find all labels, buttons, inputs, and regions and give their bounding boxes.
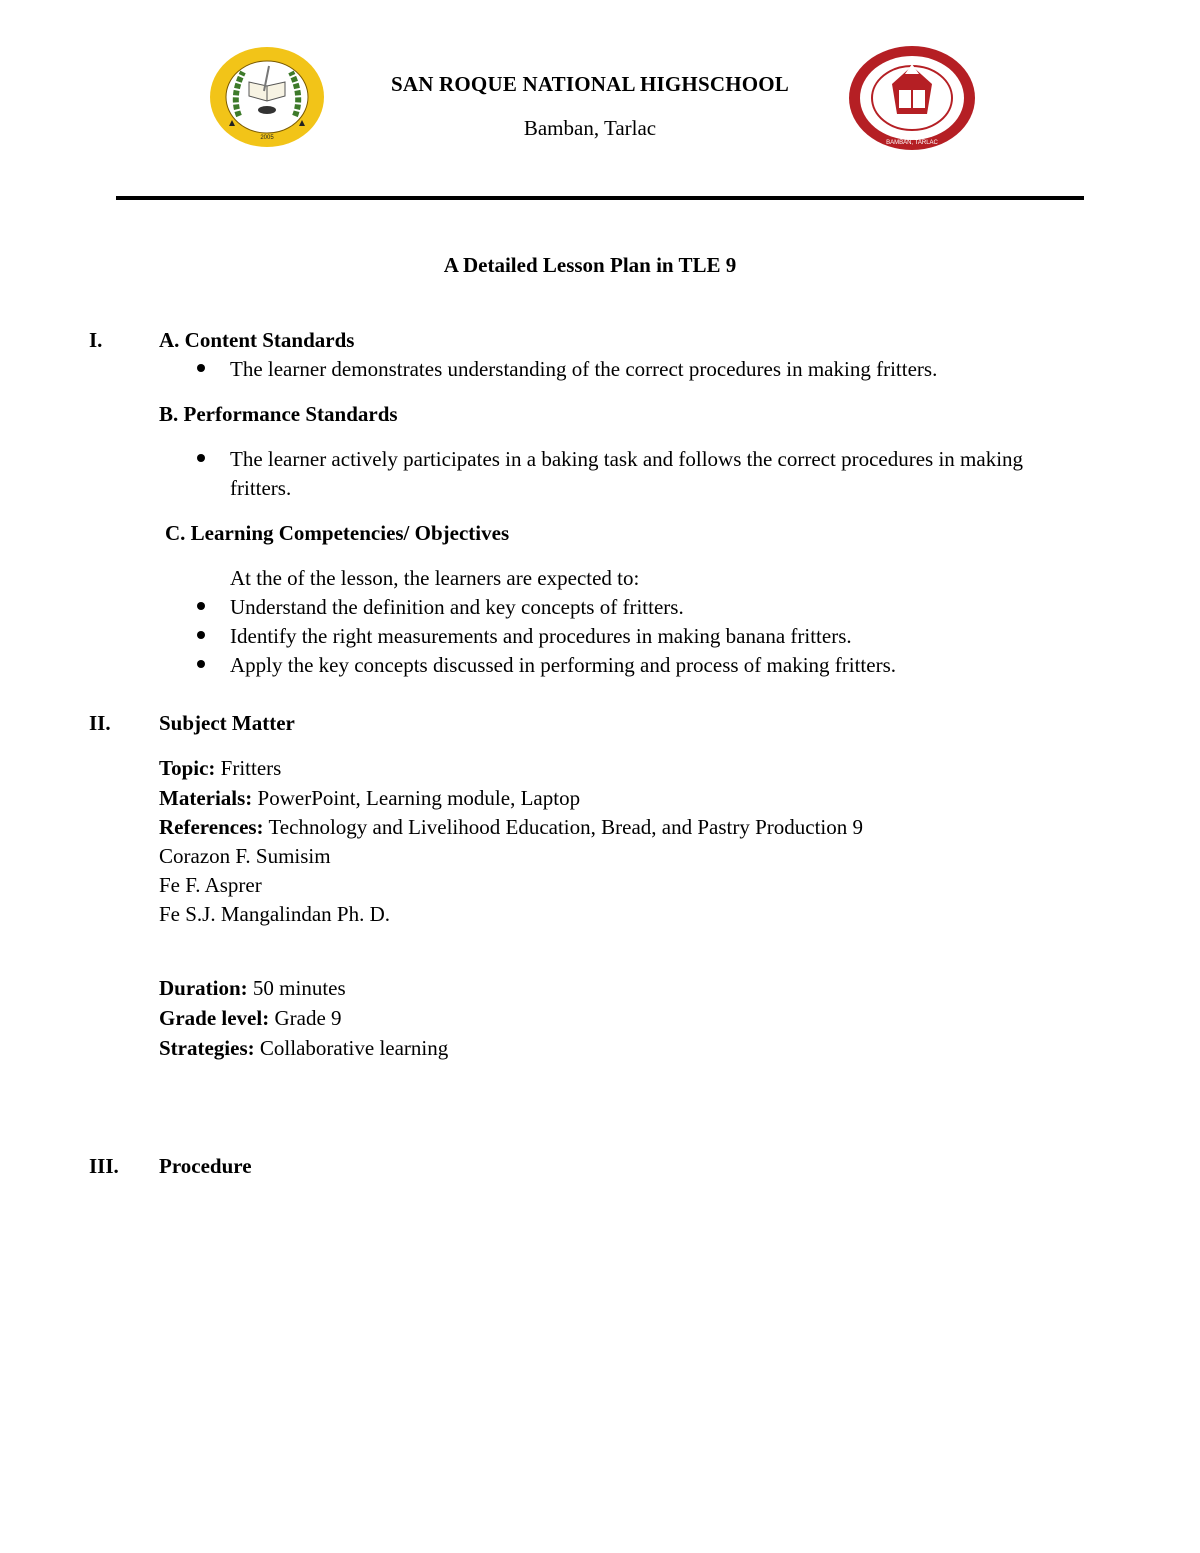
- school-location: Bamban, Tarlac: [523, 116, 657, 140]
- header-divider: [116, 196, 1084, 200]
- performance-standards-text-cont: fritters.: [230, 476, 292, 500]
- objective-item: Understand the definition and key concepts of fritters.: [230, 595, 684, 619]
- references-value: Technology and Livelihood Education, Bread, and Pastry Production 9: [268, 815, 864, 839]
- section-3-numeral: III.: [89, 1154, 119, 1178]
- duration-label: Duration:: [159, 976, 248, 1000]
- bullet-marker: [197, 602, 205, 610]
- author-line: Corazon F. Sumisim: [159, 844, 331, 868]
- objective-item: Apply the key concepts discussed in performing and process of making fritters.: [230, 653, 897, 677]
- content-standards-heading: A. Content Standards: [159, 328, 355, 352]
- section-2-numeral: II.: [89, 711, 111, 735]
- materials-value: PowerPoint, Learning module, Laptop: [257, 786, 581, 810]
- bullet-marker: [197, 660, 205, 668]
- author-line: Fe S.J. Mangalindan Ph. D.: [159, 902, 390, 926]
- author-line: Fe F. Asprer: [159, 873, 262, 897]
- bullet-marker: [197, 454, 205, 462]
- document-title: A Detailed Lesson Plan in TLE 9: [443, 253, 737, 277]
- bullet-marker: [197, 364, 205, 372]
- topic-line: [159, 756, 281, 780]
- performance-standards-heading: B. Performance Standards: [159, 402, 398, 426]
- references-label: References:: [159, 815, 264, 839]
- strategies-label: Strategies:: [159, 1036, 255, 1060]
- grade-level-label: Grade level:: [159, 1006, 270, 1030]
- seal-bottom-text: BAMBAN, TARLAC: [886, 140, 938, 146]
- objectives-intro: At the of the lesson, the learners are expected to:: [230, 566, 640, 590]
- objective-item: Identify the right measurements and procedures in making banana fritters.: [230, 624, 852, 648]
- topic-label: Topic:: [159, 756, 216, 780]
- procedure-heading: Procedure: [159, 1154, 252, 1178]
- topic-value: Fritters: [220, 756, 282, 780]
- grade-level-value: Grade 9: [274, 1006, 342, 1030]
- materials-line: [159, 786, 580, 810]
- grade-level-line: [159, 1006, 342, 1030]
- strategies-value: Collaborative learning: [259, 1036, 449, 1060]
- references-line: [159, 815, 863, 839]
- learning-competencies-heading: C. Learning Competencies/ Objectives: [165, 521, 510, 545]
- subject-matter-heading: Subject Matter: [159, 711, 295, 735]
- duration-line: [159, 976, 346, 1000]
- duration-value: 50 minutes: [252, 976, 346, 1000]
- materials-label: Materials:: [159, 786, 253, 810]
- school-name: SAN ROQUE NATIONAL HIGHSCHOOL: [390, 72, 790, 96]
- logo-year: 2005: [260, 135, 274, 141]
- section-1-numeral: I.: [89, 328, 103, 352]
- performance-standards-text: The learner actively participates in a baking task and follows the correct procedures in making: [230, 447, 1024, 471]
- bullet-marker: [197, 631, 205, 639]
- content-standards-text: The learner demonstrates understanding of the correct procedures in making fritters.: [230, 357, 938, 381]
- strategies-line: [159, 1036, 448, 1060]
